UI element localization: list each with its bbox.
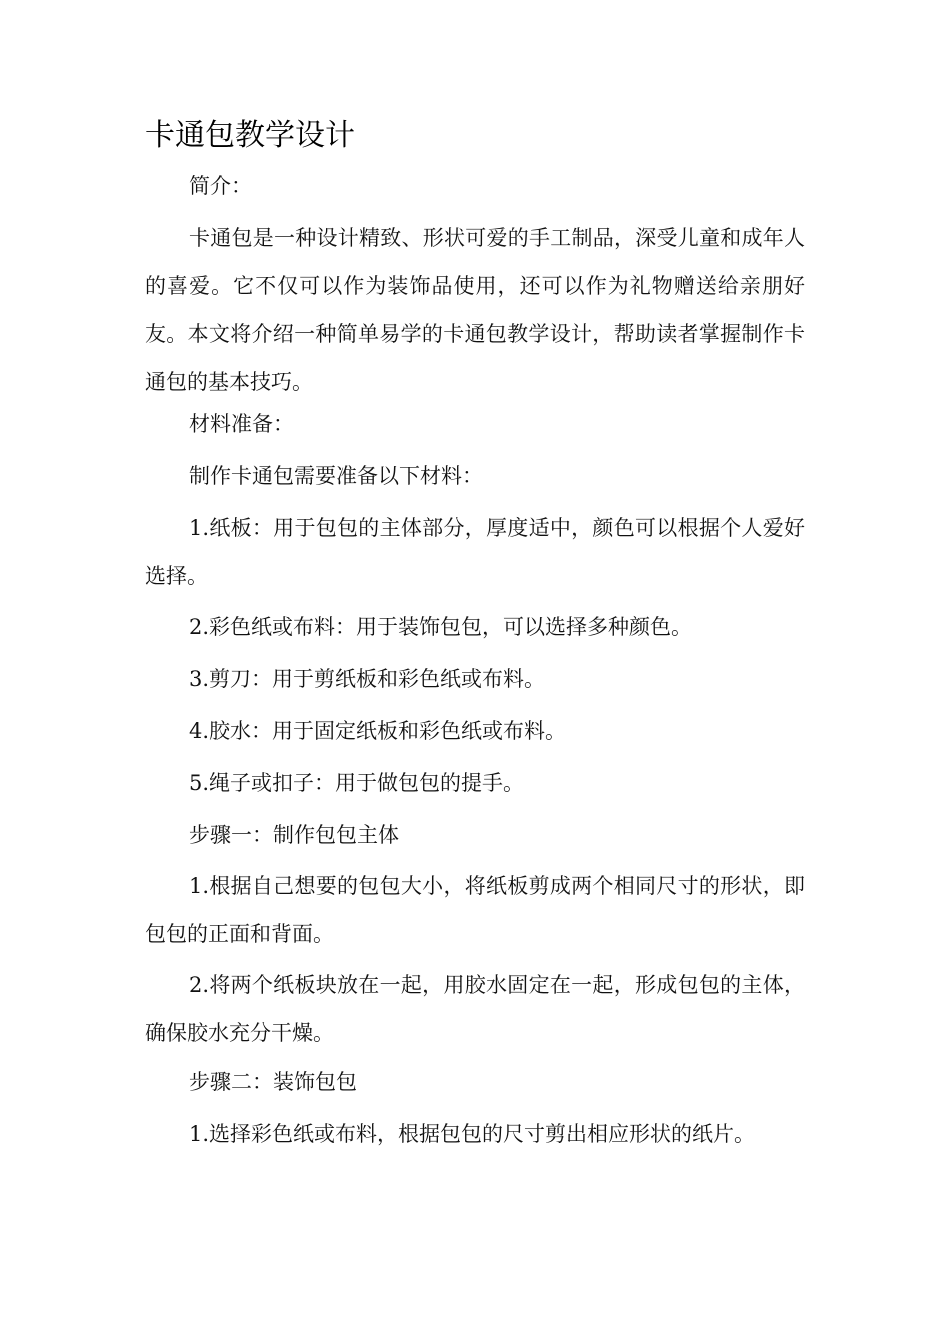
section-heading-step-one: 步骤一：制作包包主体: [189, 823, 399, 847]
paragraph-intro: 卡通包是一种设计精致、形状可爱的手工制品，深受儿童和成年人的喜爱。它不仅可以作为装饰品使用，还可以作为礼物赠送给亲朋好友。本文将介绍一种简单易学的卡通包教学设计，帮助读者掌握制作卡通包的基本技巧。: [145, 226, 805, 394]
list-item-glue: 4.胶水：用于固定纸板和彩色纸或布料。: [189, 719, 567, 743]
section-heading-step-two: 步骤二：装饰包包: [189, 1070, 357, 1094]
paragraph-materials-intro: 制作卡通包需要准备以下材料：: [189, 464, 483, 488]
step-two-item-1: 1.选择彩色纸或布料，根据包包的尺寸剪出相应形状的纸片。: [189, 1122, 756, 1146]
list-item-scissors: 3.剪刀：用于剪纸板和彩色纸或布料。: [189, 667, 546, 691]
list-item-cardboard: 1.纸板：用于包包的主体部分，厚度适中，颜色可以根据个人爱好选择。: [145, 516, 805, 588]
list-item-rope: 5.绳子或扣子：用于做包包的提手。: [189, 771, 525, 795]
step-one-item-2: 2.将两个纸板块放在一起，用胶水固定在一起，形成包包的主体，确保胶水充分干燥。: [145, 973, 805, 1045]
document-title: 卡通包教学设计: [145, 118, 355, 153]
step-one-item-1: 1.根据自己想要的包包大小，将纸板剪成两个相同尺寸的形状，即包包的正面和背面。: [145, 874, 805, 946]
list-item-colored-paper: 2.彩色纸或布料：用于装饰包包，可以选择多种颜色。: [189, 615, 693, 639]
section-heading-materials: 材料准备：: [189, 412, 294, 436]
section-heading-intro: 简介：: [189, 174, 252, 198]
